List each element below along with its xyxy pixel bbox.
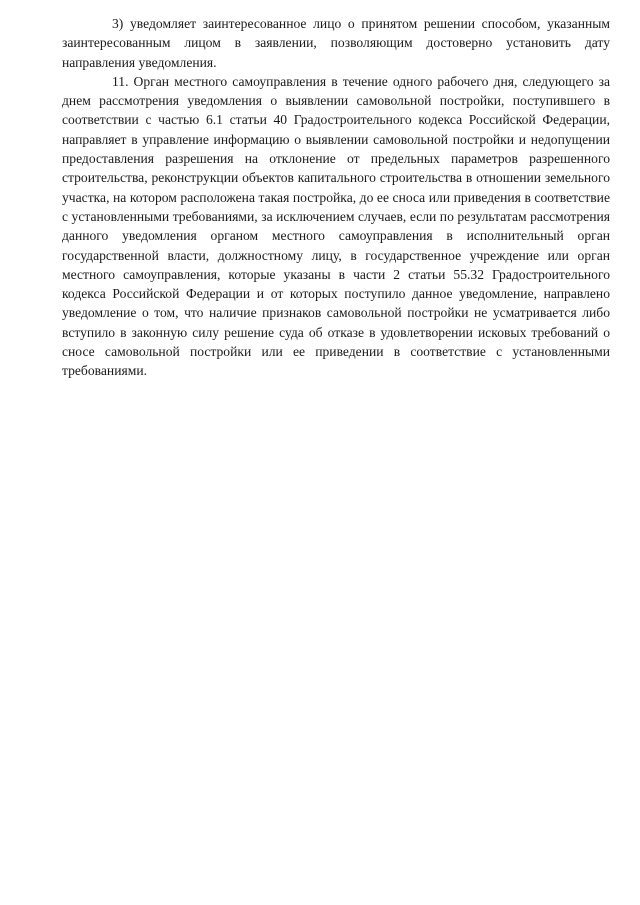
paragraph-item-11: 11. Орган местного самоуправления в течение одного рабочего дня, следующего за днем рассмотрения уведомления о выявлении самовольной постройки, поступившего в соответствии с частью 6.1 статьи 40 Градостроительного кодекса Российской Федерации, направляет в управление информацию о выявлении самовольной постройки и недопущении предоставления разрешения на отклонение от предельных параметров разрешенного строительства, реконструкции объектов капитального строительства в отношении земельного участка, на котором расположена такая постройка, до ее сноса или приведения в соответствие с установленными требованиями, за исключением случаев, если по результатам рассмотрения данного уведомления органом местного самоуправления в исполнительный орган государственной власти, должностному лицу, в государственное учреждение или орган местного самоуправления, которые указаны в части 2 статьи 55.32 Градостроительного кодекса Российской Федерации и от которых поступило данное уведомление, направлено уведомление о том, что наличие признаков самовольной постройки не усматривается либо вступило в законную силу решение суда об отказе в удовлетворении исковых требований о сносе самовольной постройки или ее приведении в соответствие с установленными требованиями. [62,73,610,379]
document-body [62,14,610,381]
paragraph-item-3: 3) уведомляет заинтересованное лицо о принятом решении способом, указанным заинтересованным лицом в заявлении, позволяющим достоверно установить дату направления уведомления. [62,16,610,70]
